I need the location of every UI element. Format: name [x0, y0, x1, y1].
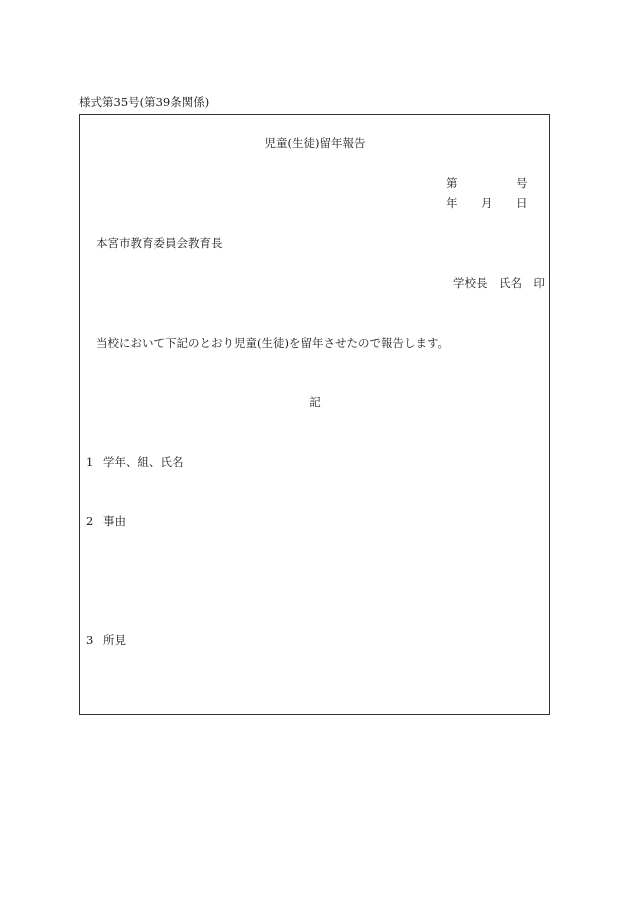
item-number: 3 [86, 633, 94, 647]
document-frame [79, 114, 550, 715]
list-item [86, 516, 126, 528]
document-number-suffix: 号 [516, 176, 528, 190]
ki-heading: 記 [309, 395, 321, 409]
list-item [86, 635, 126, 647]
item-label-reason: 事由 [103, 514, 126, 528]
document-number-prefix: 第 [446, 176, 458, 190]
principal-signature-line: 学校長 氏名 印 [453, 276, 545, 290]
addressee: 本宮市教育委員会教育長 [96, 236, 223, 250]
item-label-findings: 所見 [103, 633, 126, 647]
date-day-label: 日 [516, 196, 528, 210]
item-label-grade-class-name: 学年、組、氏名 [103, 455, 184, 469]
item-number: 1 [86, 455, 94, 469]
item-number: 2 [86, 514, 94, 528]
date-year-label: 年 [446, 196, 458, 210]
list-item [86, 457, 184, 469]
report-body-text: 当校において下記のとおり児童(生徒)を留年させたので報告します。 [96, 336, 450, 350]
document-title: 児童(生徒)留年報告 [264, 136, 366, 150]
date-month-label: 月 [481, 196, 493, 210]
form-number-label: 様式第35号(第39条関係) [79, 95, 210, 109]
